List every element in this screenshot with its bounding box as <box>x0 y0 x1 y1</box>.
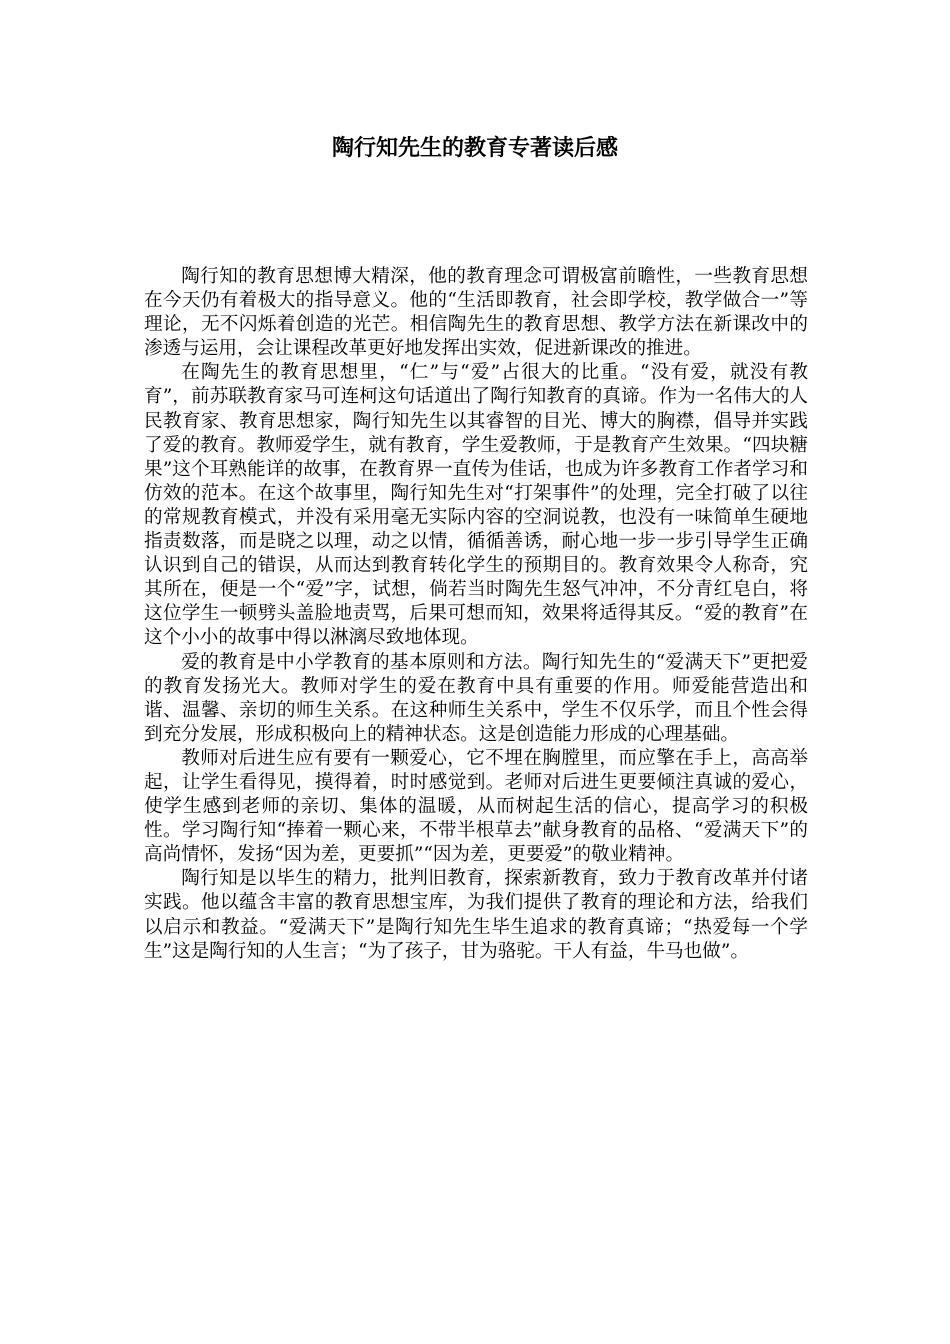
body-paragraph-2: 在陶先生的教育思想里，“仁”与“爱”占很大的比重。“没有爱，就没有教育”，前苏联教育家马可连柯这句话道出了陶行知教育的真谛。作为一名伟大的人民教育家、教育思想家，陶行知先生以其睿智的目光、博大的胸襟，倡导并实践了爱的教育。教师爱学生，就有教育，学生爱教师，于是教育产生效果。“四块糖果”这个耳熟能详的故事，在教育界一直传为佳话，也成为许多教育工作者学习和仿效的范本。在这个故事里，陶行知先生对“打架事件”的处理，完全打破了以往的常规教育模式，并没有采用毫无实际内容的空洞说教，也没有一味简单生硬地指责数落，而是晓之以理，动之以情，循循善诱，耐心地一步一步引导学生正确认识到自己的错误，从而达到教育转化学生的预期目的。教育效果令人称奇，究其所在，便是一个“爱”字，试想，倘若当时陶先生怒气冲冲，不分青红皂白，将这位学生一顿劈头盖脸地责骂，后果可想而知，效果将适得其反。“爱的教育”在这个小小的故事中得以淋漓尽致地体现。 <box>144 362 808 649</box>
body-paragraph-1: 陶行知的教育思想博大精深，他的教育理念可谓极富前瞻性，一些教育思想在今天仍有着极大的指导意义。他的“生活即教育，社会即学校，教学做合一”等理论，无不闪烁着创造的光芒。相信陶先生的教育思想、教学方法在新课改中的渗透与运用，会让课程改革更好地发挥出实效，促进新课改的推进。 <box>144 266 808 360</box>
body-paragraph-4: 教师对后进生应有要有一颗爱心，它不埋在胸膛里，而应擎在手上，高高举起，让学生看得见，摸得着，时时感觉到。老师对后进生更要倾注真诚的爱心，使学生感到老师的亲切、集体的温暖，从而树起生活的信心，提高学习的积极性。学习陶行知“捧着一颗心来，不带半根草去”献身教育的品格、“爱满天下”的高尚情怀，发扬“因为差，更要抓”“因为差，更要爱”的敬业精神。 <box>144 747 808 866</box>
document-title: 陶行知先生的教育专著读后感 <box>331 136 618 161</box>
body-paragraph-3: 爱的教育是中小学教育的基本原则和方法。陶行知先生的“爱满天下”更把爱的教育发扬光大。教师对学生的爱在教育中具有重要的作用。师爱能营造出和谐、温馨、亲切的师生关系。在这种师生关系中，学生不仅乐学，而且个性会得到充分发展，形成积极向上的精神状态。这是创造能力形成的心理基础。 <box>144 651 808 745</box>
body-paragraph-5: 陶行知是以毕生的精力，批判旧教育，探索新教育，致力于教育改革并付诸实践。他以蕴含丰富的教育思想宝库，为我们提供了教育的理论和方法，给我们以启示和教益。“爱满天下”是陶行知先生毕生追求的教育真谛；“热爱每一个学生”这是陶行知的人生言；“为了孩子，甘为骆驼。干人有益，牛马也做”。 <box>144 868 808 962</box>
document-body <box>144 265 808 964</box>
